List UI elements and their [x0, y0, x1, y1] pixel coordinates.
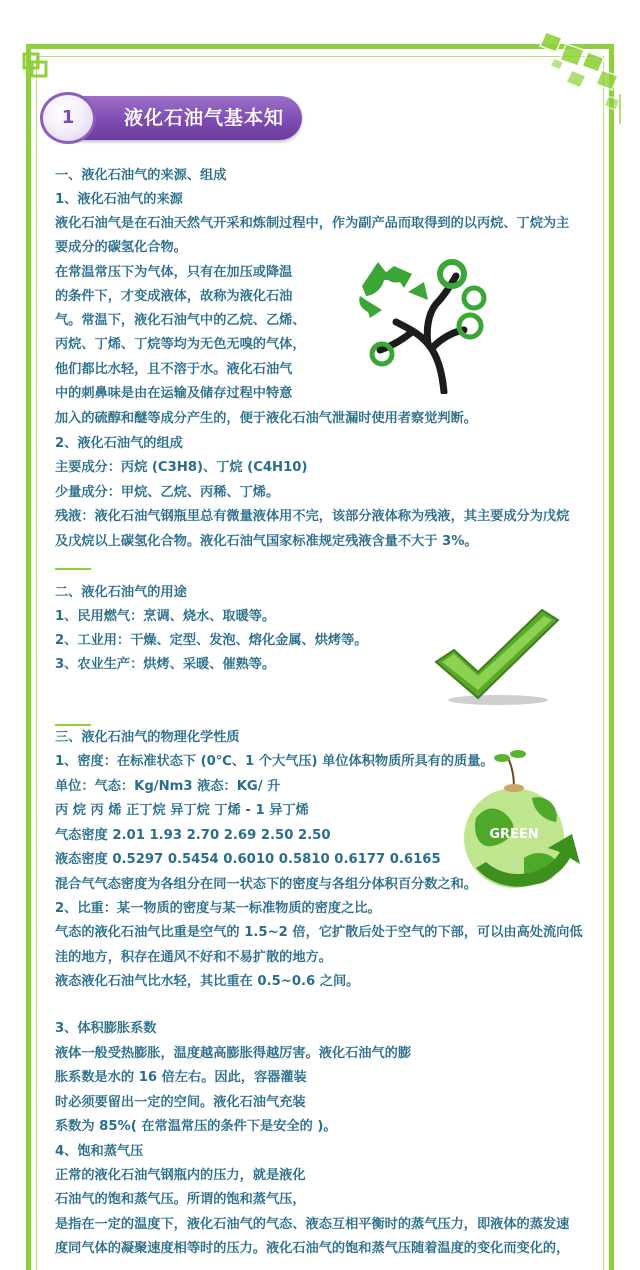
corner-ornament-icon [22, 52, 50, 80]
paragraph-line: 气态的液化石油气比重是空气的 1.5~2 倍，它扩散后处于空气的下部，可以由高处流向低 [55, 925, 583, 940]
section1-heading: 一、液化石油气的来源、组成 [55, 168, 227, 183]
paragraph-line: 4、饱和蒸气压 [55, 1144, 144, 1159]
paragraph-line: 在常温常压下为气体，只有在加压或降温 [55, 265, 293, 280]
paragraph-line: 丙 烷 丙 烯 正丁烷 异丁烷 丁烯 - 1 异丁烯 [55, 803, 309, 818]
paragraph-line: 混合气气态密度为各组分在同一状态下的密度与各组分体积百分数之和。 [55, 877, 477, 892]
paragraph-line: 要成分的碳氢化合物。 [55, 240, 187, 255]
paragraph-line: 气。常温下，液化石油气中的乙烷、乙烯、 [55, 313, 306, 328]
paragraph-line: 液化石油气是在石油天然气开采和炼制过程中，作为副产品而取得到的以丙烷、丁烷为主 [55, 216, 570, 231]
paragraph-line: 气态密度 2.01 1.93 2.70 2.69 2.50 2.50 [55, 828, 331, 843]
paragraph-line: 主要成分：丙烷 (C3H8)、丁烷 (C4H10) [55, 460, 308, 475]
globe-label: GREEN [489, 827, 539, 842]
paragraph-line: 少量成分：甲烷、乙烷、丙稀、丁烯。 [55, 485, 280, 500]
paragraph-line: 加入的硫醇和醚等成分产生的，便于液化石油气泄漏时使用者察觉判断。 [55, 411, 477, 426]
green-globe-icon [452, 748, 582, 894]
paragraph-line: 时必须要留出一定的空间。液化石油气充装 [55, 1095, 306, 1110]
list-item: 3、农业生产：烘烤、采暖、催熟等。 [55, 657, 276, 672]
green-cubes-icon [528, 24, 628, 124]
paragraph-line: 石油气的饱和蒸气压。所谓的饱和蒸气压， [55, 1192, 306, 1207]
title-number: 1 [61, 107, 75, 128]
paragraph-line: 残液：液化石油气钢瓶里总有微量液体用不完，该部分液体称为残液，其主要成分为戊烷 [55, 509, 570, 524]
paragraph-line: 度同气体的凝聚速度相等时的压力。液化石油气的饱和蒸气压随着温度的变化而变化的， [55, 1241, 570, 1256]
section1-sub1: 1、液化石油气的来源 [55, 192, 183, 207]
paragraph-line: 中的刺鼻味是由在运输及储存过程中特意 [55, 386, 293, 401]
paragraph-line: 液态密度 0.5297 0.5454 0.6010 0.5810 0.6177 0.6165 [55, 852, 441, 867]
paragraph-line: 3、体积膨胀系数 [55, 1021, 157, 1036]
paragraph-line: 2、比重：某一物质的密度与某一标准物质的密度之比。 [55, 901, 381, 916]
section3-heading: 三、液化石油气的物理化学性质 [55, 730, 240, 745]
section2-heading: 二、液化石油气的用途 [55, 585, 187, 600]
paragraph-line: 丙烷、丁烯、丁烷等均为无色无嗅的气体， [55, 337, 306, 352]
paragraph-line: 液态液化石油气比水轻，其比重在 0.5~0.6 之间。 [55, 974, 360, 989]
paragraph-line: 1、密度：在标准状态下 (0℃、1 个大气压) 单位体积物质所具有的质量。 [55, 754, 494, 769]
paragraph-line: 胀系数是水的 16 倍左右。因此，容器灌装 [55, 1070, 307, 1085]
paragraph-line: 他们都比水轻，且不溶于水。液化石油气 [55, 362, 293, 377]
paragraph-line: 及戊烷以上碳氢化合物。液化石油气国家标准规定残液含量不大于 3%。 [55, 534, 478, 549]
section-title-badge [40, 92, 302, 173]
paragraph-line: 洼的地方，积存在通风不好和不易扩散的地方。 [55, 950, 332, 965]
paragraph-line: 的条件下，才变成液体，故称为液化石油 [55, 289, 293, 304]
paragraph-line: 单位：气态：Kg/Nm3 液态：KG/ 升 [55, 779, 281, 794]
list-item: 1、民用燃气：烹调、烧水、取暖等。 [55, 609, 276, 624]
paragraph-line: 正常的液化石油气钢瓶内的压力，就是液化 [55, 1168, 306, 1183]
section1-sub2: 2、液化石油气的组成 [55, 436, 183, 451]
paragraph-line: 系数为 85%( 在常温常压的条件下是安全的 )。 [55, 1119, 337, 1134]
page-title: 液化石油气基本知识 [124, 107, 285, 173]
recycle-tree-icon [352, 252, 492, 394]
paragraph-line: 液体一般受热膨胀，温度越高膨胀得越厉害。液化石油气的膨 [55, 1046, 412, 1061]
section-divider [55, 568, 91, 570]
paragraph-line: 是指在一定的温度下，液化石油气的气态、液态互相平衡时的蒸气压力，即液体的蒸发速 [55, 1217, 570, 1232]
checkmark-icon [432, 606, 562, 706]
list-item: 2、工业用：干燥、定型、发泡、熔化金属、烘烤等。 [55, 633, 368, 648]
